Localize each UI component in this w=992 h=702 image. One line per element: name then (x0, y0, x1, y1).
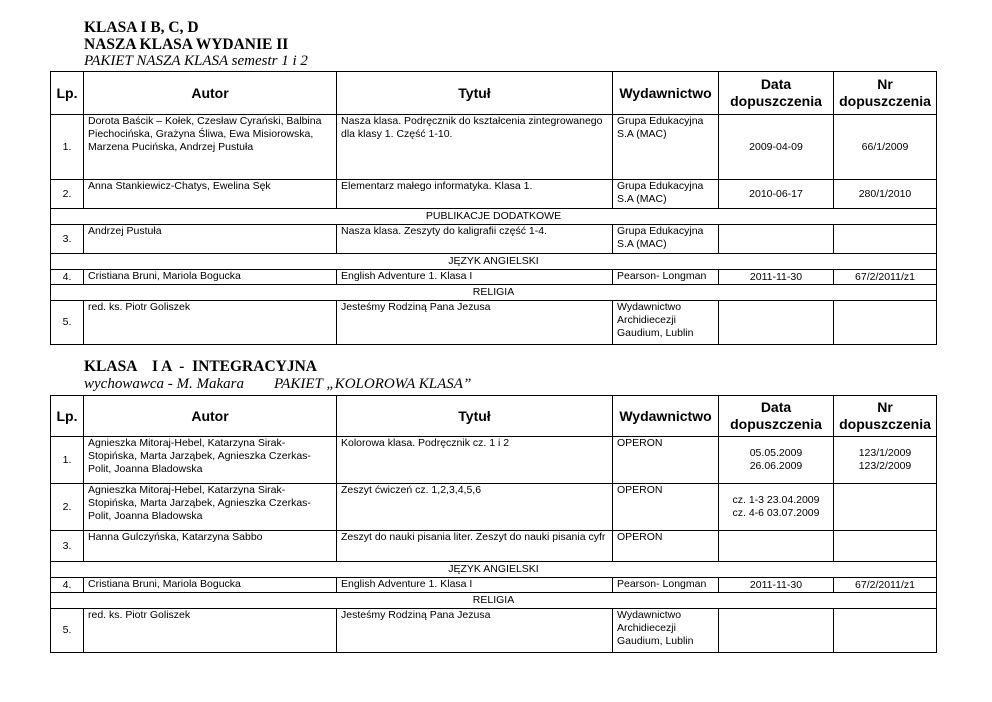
row-nr (834, 225, 937, 254)
section-row (51, 254, 937, 270)
row-lp: 5. (51, 609, 84, 653)
row-data: 05.05.2009 26.06.2009 (719, 437, 834, 484)
table-row (51, 531, 937, 562)
row-nr: 66/1/2009 (834, 115, 937, 180)
row-tytul: Elementarz małego informatyka. Klasa 1. (337, 180, 613, 209)
table-row (51, 270, 937, 285)
edition-heading: NASZA KLASA WYDANIE II (84, 36, 289, 53)
col-autor: Autor (84, 72, 337, 115)
table-row (51, 437, 937, 484)
row-wydawnictwo: Wydawnictwo Archidiecezji Gaudium, Lublin (613, 609, 719, 653)
row-autor: Agnieszka Mitoraj-Hebel, Katarzyna Sirak-Stopińska, Marta Jarząbek, Agnieszka Czerkas-Polit, Joanna Bladowska (84, 484, 337, 531)
table-row (51, 301, 937, 345)
table-row (51, 225, 937, 254)
row-tytul: Nasza klasa. Zeszyty do kaligrafii część 1-4. (337, 225, 613, 254)
row-autor: Cristiana Bruni, Mariola Bogucka (84, 270, 337, 285)
table-row (51, 180, 937, 209)
row-data (719, 531, 834, 562)
row-tytul: Zeszyt ćwiczeń cz. 1,2,3,4,5,6 (337, 484, 613, 531)
section-row (51, 285, 937, 301)
row-tytul: English Adventure 1. Klasa I (337, 270, 613, 285)
row-nr (834, 531, 937, 562)
row-lp: 2. (51, 180, 84, 209)
row-nr: 123/1/2009 123/2/2009 (834, 437, 937, 484)
row-autor: Anna Stankiewicz-Chatys, Ewelina Sęk (84, 180, 337, 209)
row-lp: 5. (51, 301, 84, 345)
section-publikacje: PUBLIKACJE DODATKOWE (51, 209, 937, 225)
integration-class-heading: KLASA I A - INTEGRACYJNA (84, 358, 317, 375)
section-religia: RELIGIA (51, 285, 937, 301)
row-data: cz. 1-3 23.04.2009 cz. 4-6 03.07.2009 (719, 484, 834, 531)
row-autor: red. ks. Piotr Goliszek (84, 609, 337, 653)
row-lp: 2. (51, 484, 84, 531)
row-data (719, 301, 834, 345)
row-wydawnictwo: OPERON (613, 484, 719, 531)
row-tytul: English Adventure 1. Klasa I (337, 578, 613, 593)
table-header (51, 396, 937, 437)
table-row (51, 609, 937, 653)
row-lp: 1. (51, 115, 84, 180)
table-row (51, 484, 937, 531)
class-heading: KLASA I B, C, D (84, 19, 199, 36)
table-row (51, 578, 937, 593)
row-nr (834, 301, 937, 345)
col-tytul: Tytuł (337, 72, 613, 115)
row-wydawnictwo: Grupa Edukacyjna S.A (MAC) (613, 115, 719, 180)
package-subtitle: PAKIET NASZA KLASA semestr 1 i 2 (84, 53, 308, 69)
row-data (719, 225, 834, 254)
col-nr: Nr dopuszczenia (834, 72, 937, 115)
row-autor: Agnieszka Mitoraj-Hebel, Katarzyna Sirak-Stopińska, Marta Jarząbek, Agnieszka Czerkas-Polit, Joanna Bladowska (84, 437, 337, 484)
row-tytul: Nasza klasa. Podręcznik do kształcenia zintegrowanego dla klasy 1. Część 1-10. (337, 115, 613, 180)
row-wydawnictwo: Pearson- Longman (613, 270, 719, 285)
col-wydawnictwo: Wydawnictwo (613, 396, 719, 437)
row-data: 2011-11-30 (719, 270, 834, 285)
col-nr: Nr dopuszczenia (834, 396, 937, 437)
row-autor: Andrzej Pustuła (84, 225, 337, 254)
row-nr (834, 484, 937, 531)
teacher-package-subtitle: wychowawca - M. Makara PAKIET „KOLOROWA KLASA” (84, 376, 472, 392)
row-data: 2009-04-09 (719, 115, 834, 180)
section-religia: RELIGIA (51, 593, 937, 609)
col-data: Data dopuszczenia (719, 396, 834, 437)
row-nr: 280/1/2010 (834, 180, 937, 209)
table-row (51, 115, 937, 180)
row-tytul: Kolorowa klasa. Podręcznik cz. 1 i 2 (337, 437, 613, 484)
row-wydawnictwo: OPERON (613, 531, 719, 562)
row-autor: Hanna Gulczyńska, Katarzyna Sabbo (84, 531, 337, 562)
col-lp: Lp. (51, 72, 84, 115)
row-nr (834, 609, 937, 653)
row-nr: 67/2/2011/z1 (834, 270, 937, 285)
row-nr: 67/2/2011/z1 (834, 578, 937, 593)
col-data: Data dopuszczenia (719, 72, 834, 115)
row-tytul: Jesteśmy Rodziną Pana Jezusa (337, 609, 613, 653)
section-angielski: JĘZYK ANGIELSKI (51, 254, 937, 270)
col-tytul: Tytuł (337, 396, 613, 437)
table-header (51, 72, 937, 115)
section-row (51, 209, 937, 225)
row-lp: 4. (51, 578, 84, 593)
row-autor: Cristiana Bruni, Mariola Bogucka (84, 578, 337, 593)
row-wydawnictwo: Grupa Edukacyjna S.A (MAC) (613, 180, 719, 209)
row-data (719, 609, 834, 653)
col-autor: Autor (84, 396, 337, 437)
row-tytul: Jesteśmy Rodziną Pana Jezusa (337, 301, 613, 345)
section-row (51, 593, 937, 609)
col-lp: Lp. (51, 396, 84, 437)
row-lp: 3. (51, 531, 84, 562)
row-data: 2011-11-30 (719, 578, 834, 593)
row-lp: 3. (51, 225, 84, 254)
col-wydawnictwo: Wydawnictwo (613, 72, 719, 115)
section-row (51, 562, 937, 578)
row-wydawnictwo: Wydawnictwo Archidiecezji Gaudium, Lublin (613, 301, 719, 345)
row-autor: red. ks. Piotr Goliszek (84, 301, 337, 345)
row-wydawnictwo: OPERON (613, 437, 719, 484)
textbook-table-1 (50, 71, 937, 345)
textbook-table-2 (50, 395, 937, 653)
row-autor: Dorota Baścik – Kołek, Czesław Cyrański, Balbina Piechocińska, Grażyna Śliwa, Ewa Misiorowska, Marzena Pucińska, Andrzej Pustuła (84, 115, 337, 180)
row-tytul: Zeszyt do nauki pisania liter. Zeszyt do nauki pisania cyfr (337, 531, 613, 562)
row-wydawnictwo: Grupa Edukacyjna S.A (MAC) (613, 225, 719, 254)
row-lp: 4. (51, 270, 84, 285)
section-angielski: JĘZYK ANGIELSKI (51, 562, 937, 578)
row-data: 2010-06-17 (719, 180, 834, 209)
row-lp: 1. (51, 437, 84, 484)
row-wydawnictwo: Pearson- Longman (613, 578, 719, 593)
